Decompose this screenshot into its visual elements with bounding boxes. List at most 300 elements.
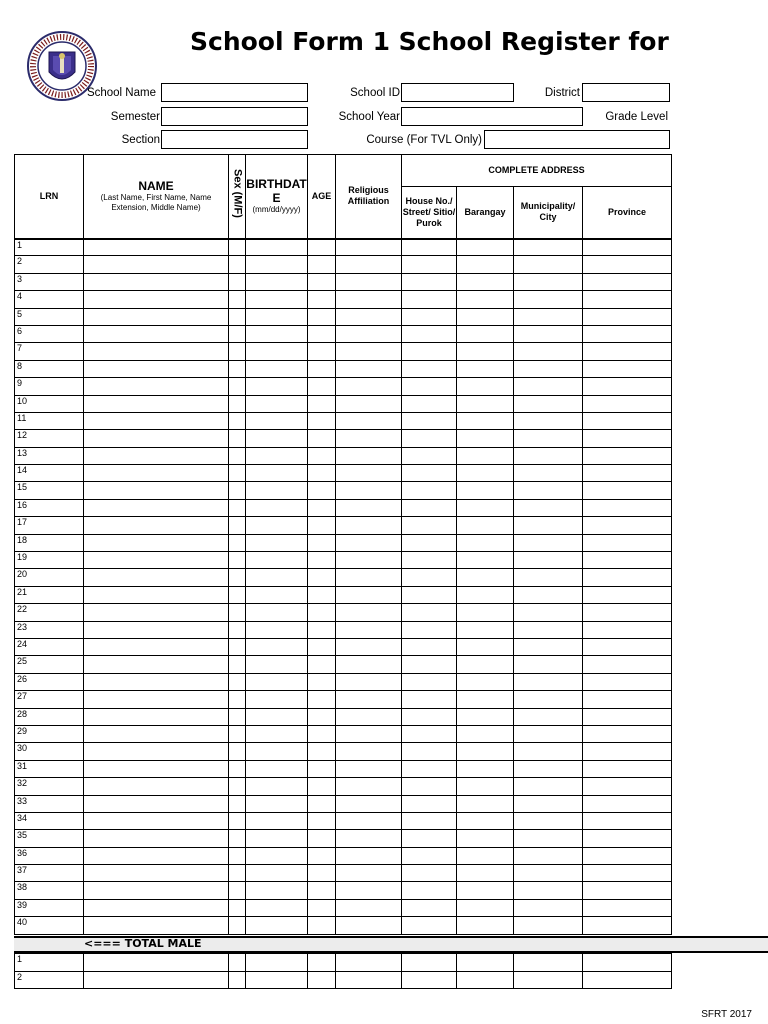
table-cell[interactable] <box>84 517 229 534</box>
table-cell[interactable] <box>308 256 336 273</box>
table-cell[interactable] <box>336 378 402 395</box>
table-cell[interactable] <box>457 308 514 325</box>
table-cell[interactable] <box>457 534 514 551</box>
table-cell[interactable] <box>84 291 229 308</box>
table-cell[interactable] <box>229 882 246 899</box>
table-cell[interactable] <box>229 291 246 308</box>
table-cell[interactable] <box>402 552 457 569</box>
table-cell[interactable] <box>583 343 672 360</box>
table-cell[interactable] <box>246 708 308 725</box>
table-cell[interactable] <box>84 760 229 777</box>
table-cell[interactable] <box>229 621 246 638</box>
table-cell[interactable] <box>229 954 246 972</box>
table-cell[interactable] <box>583 604 672 621</box>
table-cell[interactable] <box>336 517 402 534</box>
table-cell[interactable] <box>308 395 336 412</box>
table-cell[interactable] <box>402 517 457 534</box>
table-cell[interactable] <box>457 760 514 777</box>
table-cell[interactable] <box>583 638 672 655</box>
table-cell[interactable] <box>246 378 308 395</box>
table-cell[interactable] <box>308 239 336 256</box>
table-cell[interactable] <box>583 778 672 795</box>
table-cell[interactable] <box>514 343 583 360</box>
table-cell[interactable] <box>583 708 672 725</box>
table-cell[interactable] <box>246 273 308 290</box>
table-cell[interactable] <box>583 239 672 256</box>
table-cell[interactable] <box>84 430 229 447</box>
table-cell[interactable] <box>514 917 583 934</box>
table-cell[interactable] <box>84 708 229 725</box>
table-cell[interactable] <box>336 830 402 847</box>
table-cell[interactable] <box>336 812 402 829</box>
table-cell[interactable] <box>457 917 514 934</box>
table-cell[interactable] <box>84 971 229 989</box>
table-cell[interactable] <box>457 882 514 899</box>
table-cell[interactable] <box>308 621 336 638</box>
table-cell[interactable] <box>514 256 583 273</box>
table-cell[interactable] <box>514 760 583 777</box>
school-name-field[interactable] <box>161 83 308 102</box>
table-cell[interactable] <box>336 621 402 638</box>
table-cell[interactable] <box>336 256 402 273</box>
table-cell[interactable] <box>457 638 514 655</box>
table-cell[interactable] <box>583 882 672 899</box>
table-cell[interactable] <box>583 534 672 551</box>
table-cell[interactable] <box>514 899 583 916</box>
table-cell[interactable] <box>229 430 246 447</box>
table-cell[interactable] <box>229 743 246 760</box>
table-cell[interactable] <box>229 239 246 256</box>
table-cell[interactable] <box>229 569 246 586</box>
table-cell[interactable] <box>246 291 308 308</box>
table-cell[interactable] <box>229 604 246 621</box>
table-cell[interactable] <box>402 325 457 342</box>
table-cell[interactable] <box>308 830 336 847</box>
table-cell[interactable] <box>308 273 336 290</box>
table-cell[interactable] <box>246 395 308 412</box>
table-cell[interactable] <box>514 830 583 847</box>
table-cell[interactable] <box>84 847 229 864</box>
table-cell[interactable] <box>84 273 229 290</box>
table-cell[interactable] <box>229 917 246 934</box>
table-cell[interactable] <box>308 656 336 673</box>
table-cell[interactable] <box>402 743 457 760</box>
table-cell[interactable] <box>583 899 672 916</box>
table-cell[interactable] <box>514 378 583 395</box>
table-cell[interactable] <box>246 812 308 829</box>
table-cell[interactable] <box>402 465 457 482</box>
table-cell[interactable] <box>514 499 583 516</box>
table-cell[interactable] <box>514 604 583 621</box>
table-cell[interactable] <box>229 971 246 989</box>
table-cell[interactable] <box>84 899 229 916</box>
table-cell[interactable] <box>514 291 583 308</box>
table-cell[interactable] <box>336 273 402 290</box>
table-cell[interactable] <box>336 534 402 551</box>
table-cell[interactable] <box>514 621 583 638</box>
table-cell[interactable] <box>229 256 246 273</box>
table-cell[interactable] <box>308 971 336 989</box>
table-cell[interactable] <box>246 412 308 429</box>
table-cell[interactable] <box>583 795 672 812</box>
table-cell[interactable] <box>229 778 246 795</box>
table-cell[interactable] <box>308 378 336 395</box>
table-cell[interactable] <box>457 430 514 447</box>
table-cell[interactable] <box>583 847 672 864</box>
table-cell[interactable] <box>84 954 229 972</box>
table-cell[interactable] <box>84 725 229 742</box>
table-cell[interactable] <box>336 725 402 742</box>
table-cell[interactable] <box>84 673 229 690</box>
table-cell[interactable] <box>229 847 246 864</box>
table-cell[interactable] <box>308 465 336 482</box>
table-cell[interactable] <box>457 343 514 360</box>
table-cell[interactable] <box>457 256 514 273</box>
table-cell[interactable] <box>336 795 402 812</box>
table-cell[interactable] <box>246 482 308 499</box>
table-cell[interactable] <box>246 499 308 516</box>
table-cell[interactable] <box>336 308 402 325</box>
table-cell[interactable] <box>308 638 336 655</box>
table-cell[interactable] <box>514 308 583 325</box>
table-cell[interactable] <box>308 552 336 569</box>
table-cell[interactable] <box>84 743 229 760</box>
table-cell[interactable] <box>246 325 308 342</box>
table-cell[interactable] <box>457 239 514 256</box>
table-cell[interactable] <box>229 273 246 290</box>
table-cell[interactable] <box>336 604 402 621</box>
table-cell[interactable] <box>229 534 246 551</box>
table-cell[interactable] <box>402 621 457 638</box>
table-cell[interactable] <box>457 378 514 395</box>
table-cell[interactable] <box>514 465 583 482</box>
table-cell[interactable] <box>84 778 229 795</box>
table-cell[interactable] <box>229 378 246 395</box>
table-cell[interactable] <box>229 360 246 377</box>
table-cell[interactable] <box>402 971 457 989</box>
table-cell[interactable] <box>308 517 336 534</box>
table-cell[interactable] <box>514 325 583 342</box>
table-cell[interactable] <box>308 569 336 586</box>
table-cell[interactable] <box>514 882 583 899</box>
table-cell[interactable] <box>457 673 514 690</box>
table-cell[interactable] <box>308 482 336 499</box>
table-cell[interactable] <box>583 378 672 395</box>
table-cell[interactable] <box>402 830 457 847</box>
table-cell[interactable] <box>457 725 514 742</box>
table-cell[interactable] <box>308 586 336 603</box>
table-cell[interactable] <box>457 412 514 429</box>
table-cell[interactable] <box>246 360 308 377</box>
table-cell[interactable] <box>84 360 229 377</box>
table-cell[interactable] <box>246 882 308 899</box>
table-cell[interactable] <box>457 447 514 464</box>
table-cell[interactable] <box>336 691 402 708</box>
table-cell[interactable] <box>457 360 514 377</box>
table-cell[interactable] <box>246 465 308 482</box>
table-cell[interactable] <box>514 273 583 290</box>
table-cell[interactable] <box>246 725 308 742</box>
table-cell[interactable] <box>308 691 336 708</box>
table-cell[interactable] <box>457 954 514 972</box>
table-cell[interactable] <box>457 830 514 847</box>
table-cell[interactable] <box>402 604 457 621</box>
table-cell[interactable] <box>84 465 229 482</box>
table-cell[interactable] <box>229 795 246 812</box>
table-cell[interactable] <box>229 691 246 708</box>
table-cell[interactable] <box>308 447 336 464</box>
table-cell[interactable] <box>514 239 583 256</box>
table-cell[interactable] <box>457 586 514 603</box>
table-cell[interactable] <box>336 499 402 516</box>
table-cell[interactable] <box>336 552 402 569</box>
table-cell[interactable] <box>84 499 229 516</box>
table-cell[interactable] <box>514 656 583 673</box>
table-cell[interactable] <box>457 656 514 673</box>
table-cell[interactable] <box>229 673 246 690</box>
table-cell[interactable] <box>402 882 457 899</box>
table-cell[interactable] <box>229 552 246 569</box>
table-cell[interactable] <box>402 482 457 499</box>
section-field[interactable] <box>161 130 308 149</box>
table-cell[interactable] <box>308 743 336 760</box>
table-cell[interactable] <box>583 954 672 972</box>
table-cell[interactable] <box>583 621 672 638</box>
table-cell[interactable] <box>583 586 672 603</box>
table-cell[interactable] <box>402 430 457 447</box>
table-cell[interactable] <box>246 256 308 273</box>
table-cell[interactable] <box>402 847 457 864</box>
table-cell[interactable] <box>308 847 336 864</box>
table-cell[interactable] <box>514 725 583 742</box>
table-cell[interactable] <box>457 708 514 725</box>
table-cell[interactable] <box>246 343 308 360</box>
table-cell[interactable] <box>308 604 336 621</box>
table-cell[interactable] <box>229 517 246 534</box>
table-cell[interactable] <box>84 586 229 603</box>
table-cell[interactable] <box>514 708 583 725</box>
table-cell[interactable] <box>457 482 514 499</box>
table-cell[interactable] <box>514 412 583 429</box>
table-cell[interactable] <box>583 760 672 777</box>
table-cell[interactable] <box>308 812 336 829</box>
table-cell[interactable] <box>229 760 246 777</box>
table-cell[interactable] <box>336 778 402 795</box>
table-cell[interactable] <box>336 673 402 690</box>
table-cell[interactable] <box>246 534 308 551</box>
table-cell[interactable] <box>457 899 514 916</box>
table-cell[interactable] <box>84 917 229 934</box>
table-cell[interactable] <box>308 760 336 777</box>
table-cell[interactable] <box>583 830 672 847</box>
table-cell[interactable] <box>583 656 672 673</box>
table-cell[interactable] <box>308 795 336 812</box>
table-cell[interactable] <box>336 708 402 725</box>
table-cell[interactable] <box>308 325 336 342</box>
table-cell[interactable] <box>583 360 672 377</box>
table-cell[interactable] <box>402 360 457 377</box>
table-cell[interactable] <box>308 899 336 916</box>
table-cell[interactable] <box>514 569 583 586</box>
table-cell[interactable] <box>336 343 402 360</box>
table-cell[interactable] <box>457 291 514 308</box>
table-cell[interactable] <box>336 447 402 464</box>
table-cell[interactable] <box>229 447 246 464</box>
table-cell[interactable] <box>514 482 583 499</box>
table-cell[interactable] <box>457 778 514 795</box>
table-cell[interactable] <box>583 812 672 829</box>
table-cell[interactable] <box>514 673 583 690</box>
table-cell[interactable] <box>84 239 229 256</box>
table-cell[interactable] <box>402 378 457 395</box>
table-cell[interactable] <box>308 412 336 429</box>
table-cell[interactable] <box>402 395 457 412</box>
table-cell[interactable] <box>514 954 583 972</box>
table-cell[interactable] <box>308 778 336 795</box>
table-cell[interactable] <box>229 812 246 829</box>
table-cell[interactable] <box>336 569 402 586</box>
table-cell[interactable] <box>402 447 457 464</box>
table-cell[interactable] <box>246 795 308 812</box>
school-id-field[interactable] <box>401 83 514 102</box>
table-cell[interactable] <box>583 971 672 989</box>
table-cell[interactable] <box>583 291 672 308</box>
table-cell[interactable] <box>514 795 583 812</box>
table-cell[interactable] <box>246 604 308 621</box>
table-cell[interactable] <box>583 395 672 412</box>
table-cell[interactable] <box>229 656 246 673</box>
table-cell[interactable] <box>402 586 457 603</box>
table-cell[interactable] <box>84 395 229 412</box>
table-cell[interactable] <box>246 430 308 447</box>
table-cell[interactable] <box>246 569 308 586</box>
table-cell[interactable] <box>336 882 402 899</box>
table-cell[interactable] <box>514 552 583 569</box>
table-cell[interactable] <box>514 971 583 989</box>
table-cell[interactable] <box>402 795 457 812</box>
table-cell[interactable] <box>308 865 336 882</box>
table-cell[interactable] <box>229 412 246 429</box>
table-cell[interactable] <box>402 778 457 795</box>
table-cell[interactable] <box>457 743 514 760</box>
table-cell[interactable] <box>583 465 672 482</box>
table-cell[interactable] <box>457 395 514 412</box>
table-cell[interactable] <box>514 778 583 795</box>
table-cell[interactable] <box>336 847 402 864</box>
table-cell[interactable] <box>583 569 672 586</box>
table-cell[interactable] <box>457 795 514 812</box>
table-cell[interactable] <box>514 812 583 829</box>
table-cell[interactable] <box>246 552 308 569</box>
table-cell[interactable] <box>402 256 457 273</box>
table-cell[interactable] <box>583 725 672 742</box>
table-cell[interactable] <box>246 917 308 934</box>
table-cell[interactable] <box>457 847 514 864</box>
table-cell[interactable] <box>336 291 402 308</box>
table-cell[interactable] <box>246 656 308 673</box>
table-cell[interactable] <box>583 308 672 325</box>
table-cell[interactable] <box>84 865 229 882</box>
table-cell[interactable] <box>246 865 308 882</box>
table-cell[interactable] <box>402 725 457 742</box>
table-cell[interactable] <box>583 256 672 273</box>
table-cell[interactable] <box>402 899 457 916</box>
table-cell[interactable] <box>308 882 336 899</box>
table-cell[interactable] <box>402 917 457 934</box>
table-cell[interactable] <box>514 517 583 534</box>
course-field[interactable] <box>484 130 670 149</box>
table-cell[interactable] <box>402 291 457 308</box>
table-cell[interactable] <box>514 847 583 864</box>
table-cell[interactable] <box>229 395 246 412</box>
table-cell[interactable] <box>308 708 336 725</box>
table-cell[interactable] <box>514 638 583 655</box>
table-cell[interactable] <box>583 673 672 690</box>
table-cell[interactable] <box>402 239 457 256</box>
table-cell[interactable] <box>457 517 514 534</box>
table-cell[interactable] <box>229 308 246 325</box>
table-cell[interactable] <box>84 482 229 499</box>
table-cell[interactable] <box>583 499 672 516</box>
table-cell[interactable] <box>84 830 229 847</box>
table-cell[interactable] <box>457 552 514 569</box>
table-cell[interactable] <box>514 395 583 412</box>
table-cell[interactable] <box>336 465 402 482</box>
table-cell[interactable] <box>514 430 583 447</box>
table-cell[interactable] <box>246 971 308 989</box>
table-cell[interactable] <box>246 586 308 603</box>
table-cell[interactable] <box>308 917 336 934</box>
table-cell[interactable] <box>246 638 308 655</box>
table-cell[interactable] <box>336 638 402 655</box>
table-cell[interactable] <box>457 971 514 989</box>
table-cell[interactable] <box>84 812 229 829</box>
table-cell[interactable] <box>457 691 514 708</box>
table-cell[interactable] <box>84 552 229 569</box>
table-cell[interactable] <box>402 691 457 708</box>
table-cell[interactable] <box>402 569 457 586</box>
table-cell[interactable] <box>457 621 514 638</box>
table-cell[interactable] <box>246 517 308 534</box>
table-cell[interactable] <box>246 447 308 464</box>
district-field[interactable] <box>582 83 670 102</box>
table-cell[interactable] <box>583 552 672 569</box>
table-cell[interactable] <box>229 499 246 516</box>
table-cell[interactable] <box>583 917 672 934</box>
table-cell[interactable] <box>229 830 246 847</box>
table-cell[interactable] <box>84 638 229 655</box>
table-cell[interactable] <box>336 430 402 447</box>
table-cell[interactable] <box>583 517 672 534</box>
table-cell[interactable] <box>308 343 336 360</box>
table-cell[interactable] <box>402 343 457 360</box>
table-cell[interactable] <box>402 656 457 673</box>
table-cell[interactable] <box>246 743 308 760</box>
table-cell[interactable] <box>402 638 457 655</box>
table-cell[interactable] <box>583 273 672 290</box>
table-cell[interactable] <box>336 656 402 673</box>
table-cell[interactable] <box>457 325 514 342</box>
table-cell[interactable] <box>84 656 229 673</box>
table-cell[interactable] <box>583 325 672 342</box>
table-cell[interactable] <box>514 586 583 603</box>
table-cell[interactable] <box>402 954 457 972</box>
table-cell[interactable] <box>336 917 402 934</box>
table-cell[interactable] <box>514 534 583 551</box>
table-cell[interactable] <box>583 447 672 464</box>
table-cell[interactable] <box>246 308 308 325</box>
table-cell[interactable] <box>229 586 246 603</box>
